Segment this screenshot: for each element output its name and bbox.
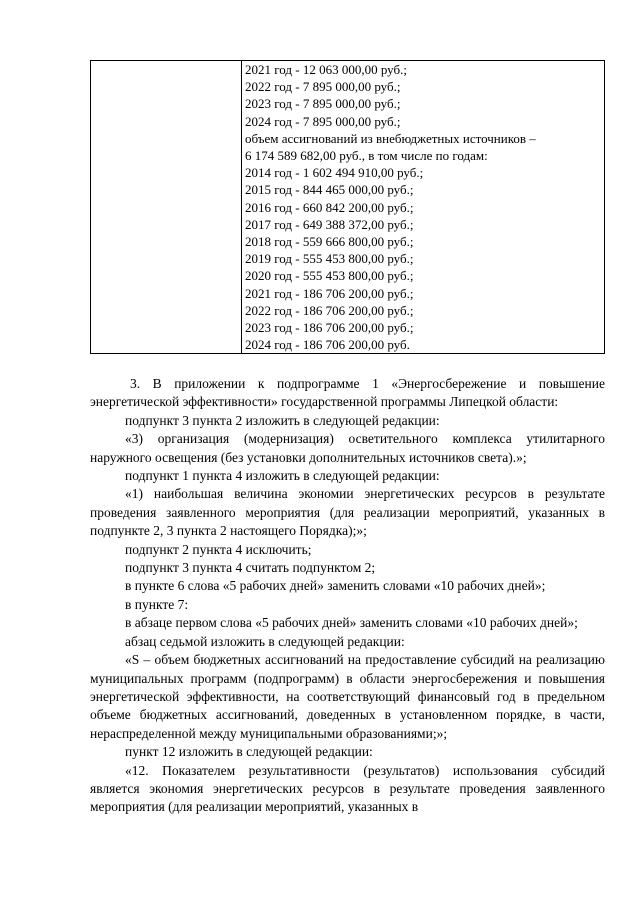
table-line: 2019 год - 555 453 800,00 руб.;: [245, 251, 414, 267]
table-line: 2015 год - 844 465 000,00 руб.;: [245, 182, 414, 198]
table-line: 2021 год - 186 706 200,00 руб.;: [245, 285, 414, 301]
paragraph: подпункт 3 пункта 2 изложить в следующей редакции:: [125, 412, 440, 428]
table-left-cell: [91, 61, 242, 354]
table-line: 2023 год - 7 895 000,00 руб.;: [245, 96, 401, 112]
paragraph: подпункт 1 пункта 4 изложить в следующей редакции:: [125, 468, 440, 484]
paragraph: в пункте 6 слова «5 рабочих дней» заменить словами «10 рабочих дней»;: [125, 578, 546, 594]
table-line: 2017 год - 649 388 372,00 руб.;: [245, 216, 414, 232]
paragraph: «S – объем бюджетных ассигнований на предоставление субсидий на реализацию муниципальных программ (подпрограмм) в области энергосбережения и повышения энергетической эффективности, на соответствующий финансовый год в предельном объеме бюджетных ассигнований, доведенных в установленном порядке, в части, нераспределенной между муниципальными образованиями;»;: [90, 652, 605, 741]
paragraph: пункт 12 изложить в следующей редакции:: [125, 744, 373, 760]
funding-table: [90, 60, 605, 354]
table-line: 2021 год - 12 063 000,00 руб.;: [245, 62, 407, 77]
paragraph: 3. В приложении к подпрограмме 1 «Энергосбережение и повышение энергетической эффективности» государственной программы Липецкой области:: [90, 376, 605, 410]
table-line: 2023 год - 186 706 200,00 руб.;: [245, 320, 414, 336]
paragraph: «3) организация (модернизация) осветительного комплекса утилитарного наружного освещения (без установки дополнительных источников света).»;: [90, 431, 605, 465]
paragraph: «12. Показателем результативности (результатов) использования субсидий является экономия энергетических ресурсов в результате проведения заявленного мероприятия (для реализации мероприятий, указанных в: [90, 762, 605, 815]
table-line: 2020 год - 555 453 800,00 руб.;: [245, 268, 414, 284]
paragraph: абзац седьмой изложить в следующей редакции:: [125, 633, 405, 649]
table-line: 2016 год - 660 842 200,00 руб.;: [245, 199, 414, 215]
table-line: 2014 год - 1 602 494 910,00 руб.;: [245, 165, 424, 181]
table-line: объем ассигнований из внебюджетных источников –: [245, 130, 536, 146]
paragraph: в пункте 7:: [125, 596, 189, 612]
paragraph: подпункт 3 пункта 4 считать подпунктом 2;: [125, 560, 376, 576]
table-line: 2024 год - 7 895 000,00 руб.;: [245, 113, 401, 129]
table-right-cell: [242, 61, 605, 354]
table-line: 2022 год - 186 706 200,00 руб.;: [245, 302, 414, 318]
table-line: 2018 год - 559 666 800,00 руб.;: [245, 234, 414, 250]
table-line: 2022 год - 7 895 000,00 руб.;: [245, 79, 401, 95]
table-line: 2024 год - 186 706 200,00 руб.: [245, 337, 410, 353]
table-row: [91, 61, 605, 354]
paragraph: в абзаце первом слова «5 рабочих дней» заменить словами «10 рабочих дней»;: [125, 615, 578, 631]
table-line: 6 174 589 682,00 руб., в том числе по годам:: [245, 148, 488, 164]
document-body: [90, 375, 605, 817]
paragraph: «1) наибольшая величина экономии энергетических ресурсов в результате проведения заявленного мероприятия (для реализации мероприятий, указанных в подпункте 2, 3 пункта 2 настоящего Порядка);»;: [90, 486, 605, 539]
paragraph: подпункт 2 пункта 4 исключить;: [125, 541, 312, 557]
